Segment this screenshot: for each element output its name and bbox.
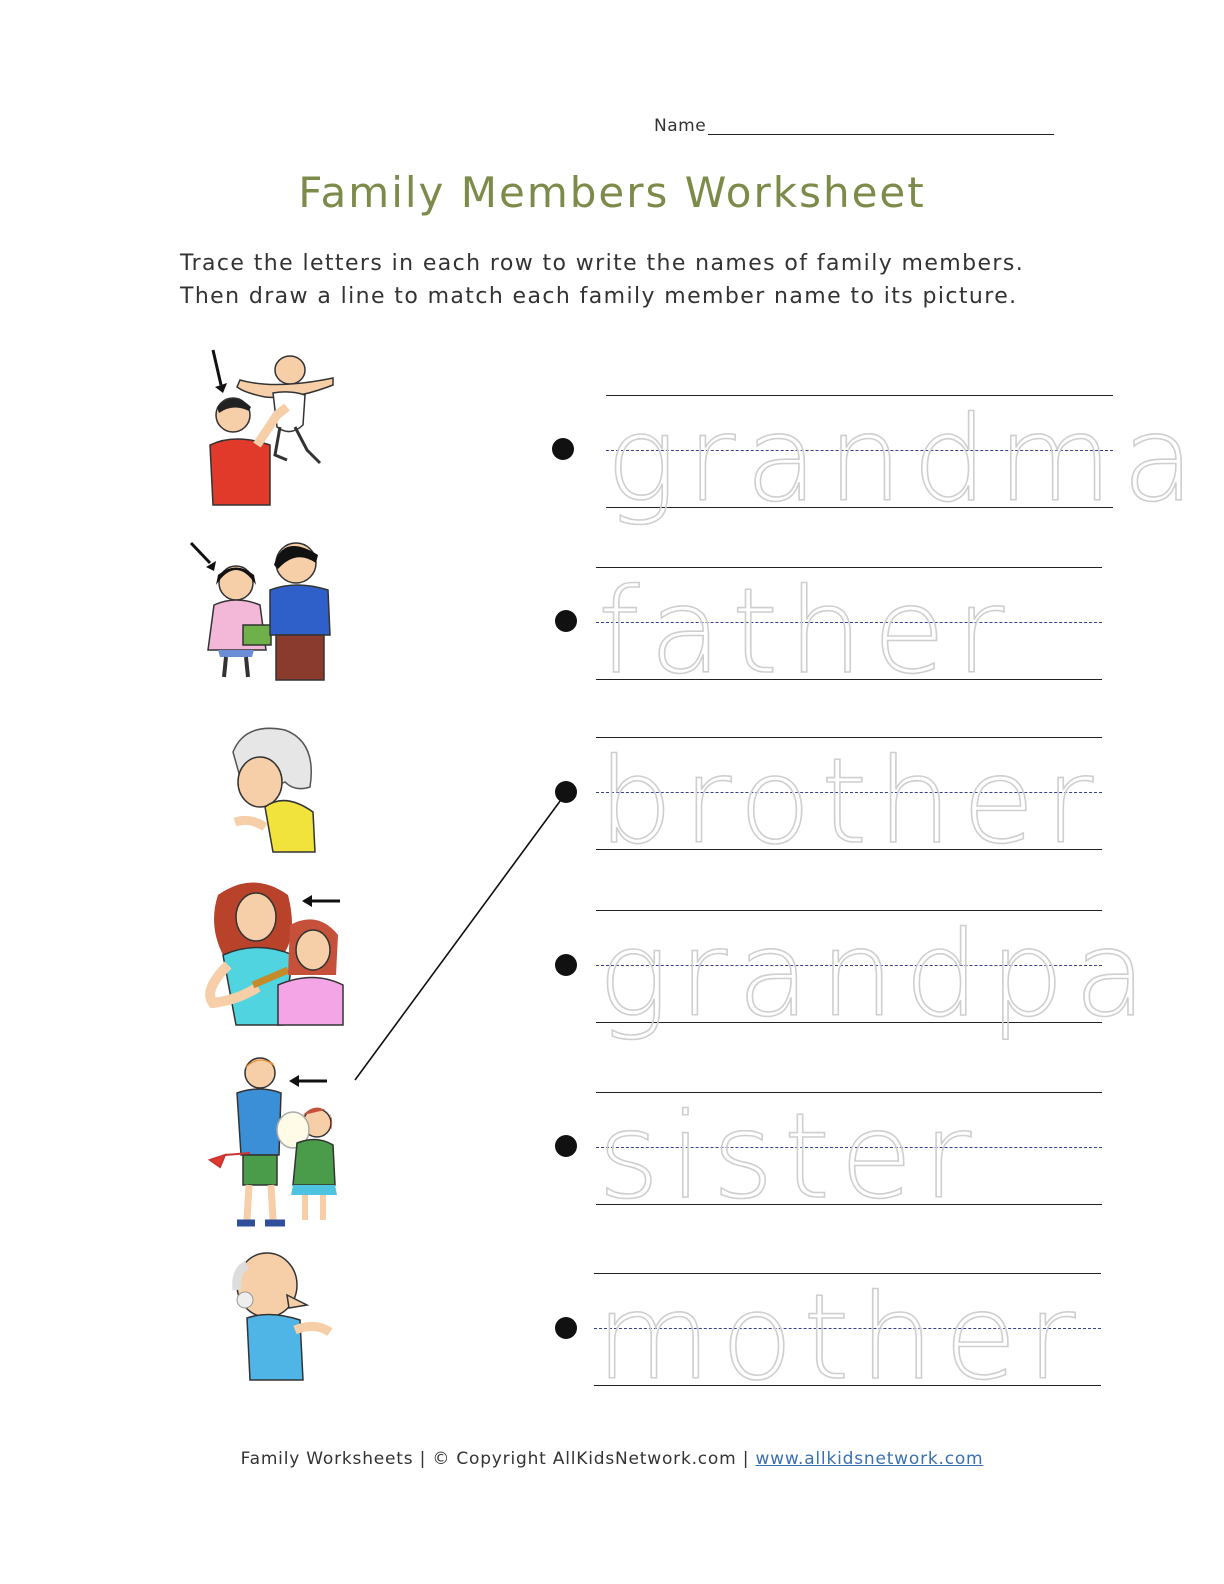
- name-label: Name: [654, 116, 707, 136]
- trace-word[interactable]: brother: [598, 732, 1104, 870]
- grandpa-icon: [225, 1250, 335, 1385]
- footer-link[interactable]: www.allkidsnetwork.com: [755, 1449, 984, 1469]
- footer-text: Family Worksheets | © Copyright AllKidsNetwork.com |: [240, 1449, 756, 1469]
- trace-word[interactable]: sister: [598, 1087, 982, 1225]
- name-field-line[interactable]: [708, 134, 1054, 135]
- trace-word[interactable]: mother: [596, 1268, 1086, 1406]
- match-dot[interactable]: [555, 954, 577, 976]
- trace-word[interactable]: grandpa: [598, 905, 1157, 1043]
- instruction-line-1: Trace the letters in each row to write the names of family members.: [180, 251, 1025, 276]
- instruction-line-2: Then draw a line to match each family member name to its picture.: [180, 284, 1018, 309]
- mother-brushing-hair-icon: [198, 875, 348, 1030]
- match-dot[interactable]: [555, 1135, 577, 1157]
- trace-word[interactable]: grandma: [606, 390, 1205, 528]
- match-dot[interactable]: [555, 781, 577, 803]
- father-lifting-baby-icon: [195, 345, 345, 510]
- sister-and-brother-icon: [188, 535, 338, 690]
- footer: [0, 1449, 1224, 1469]
- page-title: Family Members Worksheet: [298, 168, 926, 217]
- trace-word[interactable]: father: [598, 562, 1015, 700]
- match-dot[interactable]: [555, 1317, 577, 1339]
- match-dot[interactable]: [555, 610, 577, 632]
- match-dot[interactable]: [552, 438, 574, 460]
- grandma-icon: [225, 722, 320, 857]
- brother-and-sister-icon: [205, 1055, 340, 1235]
